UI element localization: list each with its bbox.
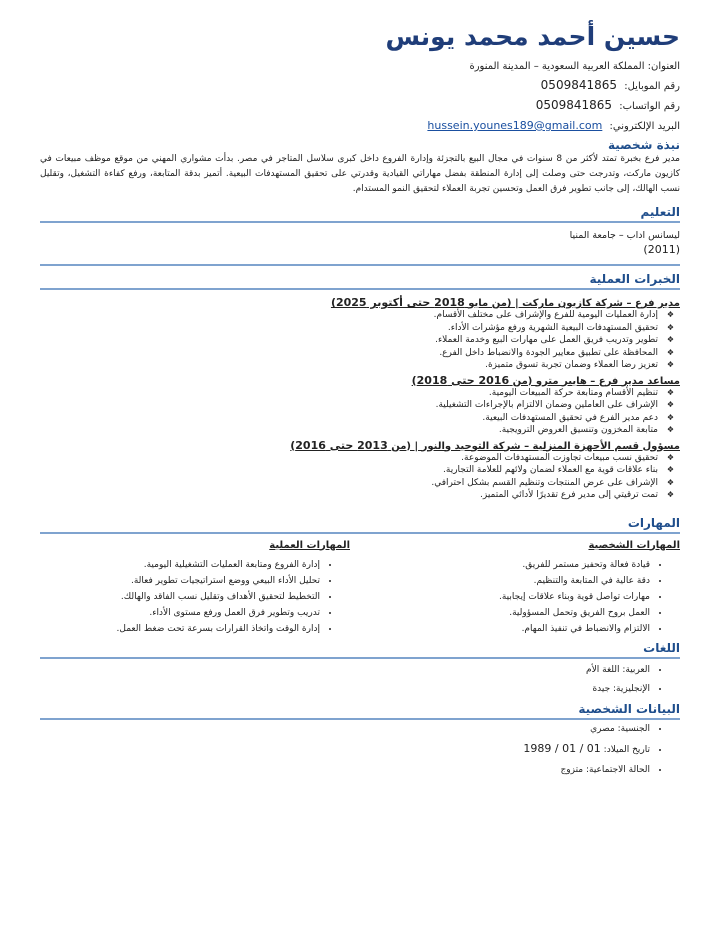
skills-columns <box>40 540 680 637</box>
skill-item: • مهارات تواصل قوية وبناء علاقات إيجابية. <box>370 589 650 605</box>
skill-item: • إدارة الوقت واتخاذ القرارات بسرعة تحت ضغط العمل. <box>40 621 320 637</box>
skill-item: • دقة عالية في المتابعة والتنظيم. <box>370 573 650 589</box>
job-title: مسؤول قسم الأجهزة المنزلية – شركة التوحيد والنور | (من 2013 حتى 2016) <box>290 438 680 452</box>
whatsapp-value: 0509841865 <box>535 98 613 112</box>
personal-skills <box>370 540 680 637</box>
education-divider <box>40 221 680 223</box>
email-link[interactable]: hussein.younes189@gmail.com <box>427 119 603 132</box>
job-3 <box>40 439 680 502</box>
nationality-item: • الجنسية: مصري <box>40 720 650 740</box>
experience-divider <box>40 288 680 290</box>
task-item: ❖ الإشراف على عرض المنتجات وتنظيم القسم بشكل احترافي. <box>40 477 658 490</box>
job-2 <box>40 374 680 437</box>
practical-skills-title: المهارات العملية <box>269 539 350 551</box>
task-item: ❖ إدارة العمليات اليومية للفرع والإشراف على مختلف الأقسام. <box>40 309 658 322</box>
marital-item: • الحالة الاجتماعية: متزوج <box>40 761 650 781</box>
address-value: المملكة العربية السعودية – المدينة المنورة <box>469 61 645 72</box>
education-year: (2011) <box>643 243 680 256</box>
mobile-value: 0509841865 <box>540 78 618 92</box>
skill-item: • الالتزام والانضباط في تنفيذ المهام. <box>370 621 650 637</box>
summary-text: مدير فرع بخبرة تمتد لأكثر من 8 سنوات في مجال البيع بالتجزئة وإدارة الفروع داخل كبرى سلاسل المتاجر في مصر. بدأت مشواري المهني من موقع موظف مبيعات في كازيون ماركت، وتدرجت حتى وصلت إلى إدارة المنطقة بفضل مهاراتي القيادية وقدرتي على تحقيق المستهدفات البيعية. أتميز بدقة المتابعة، ورفع كفاءة التشغيل، وتقليل نسب الهالك، إلى جانب تطوير فرق العمل وتحسين تجربة العملاء لتحقيق النمو المستدام. <box>40 154 680 194</box>
skill-item: • التخطيط لتحقيق الأهداف وتقليل نسب الفاقد والهالك. <box>40 589 320 605</box>
whatsapp-label: رقم الواتساب: <box>619 101 680 112</box>
summary-title: نبذة شخصية <box>607 138 680 152</box>
task-item: ❖ بناء علاقات قوية مع العملاء لضمان ولائهم للعلامة التجارية. <box>40 464 658 477</box>
task-item: ❖ تحقيق المستهدفات البيعية الشهرية ورفع مؤشرات الأداء. <box>40 322 658 335</box>
skill-item: • تحليل الأداء البيعي ووضع استراتيجيات تطوير فعالة. <box>40 573 320 589</box>
resume-page <box>40 22 680 780</box>
person-name: حسين أحمد محمد يونس <box>385 22 680 51</box>
experience-title: الخبرات العملية <box>589 272 680 286</box>
address-label: العنوان: <box>647 61 680 72</box>
education-degree: ليسانس اداب – جامعة المنيا <box>569 230 680 241</box>
address-line <box>40 57 680 76</box>
task-item: ❖ تحقيق نسب مبيعات تجاوزت المستهدفات الموضوعة. <box>40 452 658 465</box>
skills-divider <box>40 532 680 534</box>
personal-data-list <box>40 720 680 781</box>
languages-title: اللغات <box>643 640 680 655</box>
education-title: التعليم <box>640 205 680 219</box>
skill-item: • قيادة فعالة وتحفيز مستمر للفريق. <box>370 557 650 573</box>
languages-divider <box>40 657 680 659</box>
task-item: ❖ دعم مدير الفرع في تحقيق المستهدفات البيعية. <box>40 412 658 425</box>
job-title: مساعد مدير فرع – هايبر مترو (من 2016 حتى 2018) <box>411 373 680 387</box>
task-item: ❖ تطوير وتدريب فريق العمل على مهارات البيع وخدمة العملاء. <box>40 334 658 347</box>
mobile-label: رقم الموبايل: <box>624 81 680 92</box>
practical-skills <box>40 540 350 637</box>
language-item: • الإنجليزية: جيدة <box>40 680 650 700</box>
task-item: ❖ تمت ترقيتي إلى مدير فرع تقديرًا لأدائي المتميز. <box>40 489 658 502</box>
personal-data-title: البيانات الشخصية <box>578 701 680 716</box>
task-item: ❖ الإشراف على العاملين وضمان الالتزام بالإجراءات التشغيلية. <box>40 399 658 412</box>
mobile-line <box>40 76 680 96</box>
skills-title: المهارات <box>627 515 680 530</box>
skill-item: • إدارة الفروع ومتابعة العمليات التشغيلية اليومية. <box>40 557 320 573</box>
skill-item: • العمل بروح الفريق وتحمل المسؤولية. <box>370 605 650 621</box>
job-title: مدير فرع – شركة كازيون ماركت | (من مايو 2018 حتى أكتوبر 2025) <box>330 296 680 309</box>
personal-skills-title: المهارات الشخصية <box>588 539 680 551</box>
email-label: البريد الإلكتروني: <box>609 121 680 132</box>
task-item: ❖ المحافظة على تطبيق معايير الجودة والانضباط داخل الفرع. <box>40 347 658 360</box>
job-tasks <box>40 387 680 437</box>
job-tasks <box>40 452 680 502</box>
job-1 <box>40 296 680 372</box>
task-item: ❖ متابعة المخزون وتنسيق العروض الترويجية. <box>40 424 658 437</box>
task-item: ❖ تعزيز رضا العملاء وضمان تجربة تسوق متميزة. <box>40 359 658 372</box>
education-bottom-divider <box>40 264 680 266</box>
job-tasks <box>40 309 680 372</box>
dob-item: • تاريخ الميلاد: 01 / 01 / 1989 <box>40 739 650 761</box>
personal-skills-list <box>370 557 680 637</box>
email-line <box>40 116 680 136</box>
languages-list <box>40 661 680 700</box>
task-item: ❖ تنظيم الأقسام ومتابعة حركة المبيعات اليومية. <box>40 387 658 400</box>
whatsapp-line <box>40 96 680 116</box>
language-item: • العربية: اللغة الأم <box>40 661 650 681</box>
education-year-line <box>40 243 680 258</box>
skill-item: • تدريب وتطوير فرق العمل ورفع مستوى الأداء. <box>40 605 320 621</box>
practical-skills-list <box>40 557 350 637</box>
